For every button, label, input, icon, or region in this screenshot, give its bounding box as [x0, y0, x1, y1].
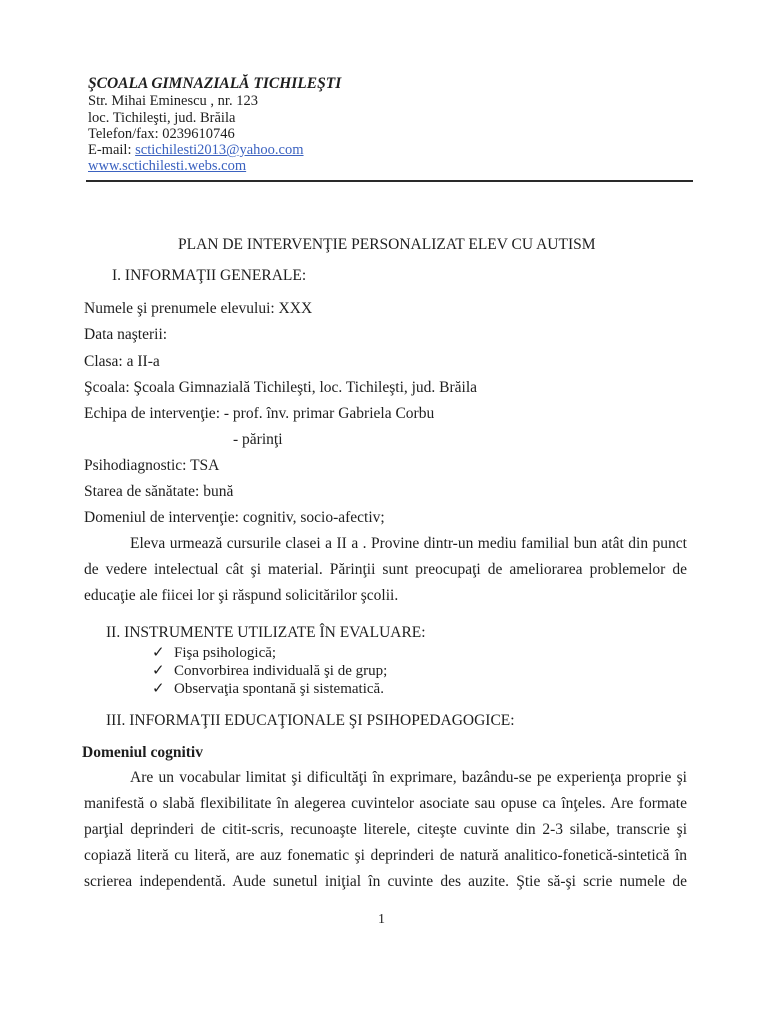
field-intervention-team: Echipa de intervenţie: - prof. înv. primar Gabriela Corbu — [84, 405, 435, 422]
email-label: E-mail: — [88, 142, 136, 159]
field-class: Clasa: a II-a — [84, 353, 160, 370]
instrument-item: ✓ Observaţia spontană şi sistematică. — [152, 681, 384, 697]
field-intervention-team-parents: - părinţi — [233, 431, 283, 448]
cognitive-line-1: Are un vocabular limitat şi dificultăţi în exprimare, bazându-se pe experienţa proprie şi — [130, 769, 687, 786]
field-student-name: Numele şi prenumele elevului: XXX — [84, 300, 313, 317]
field-birth-date: Data naşterii: — [84, 326, 168, 343]
section-1-heading: I. INFORMAŢII GENERALE: — [112, 267, 307, 284]
field-school: Şcoala: Şcoala Gimnazială Tichileşti, loc. Tichileşti, jud. Brăila — [84, 379, 478, 396]
checkmark-icon: ✓ — [152, 663, 165, 679]
website-link[interactable]: www.sctichilesti.webs.com — [88, 158, 247, 175]
section-2-heading: II. INSTRUMENTE UTILIZATE ÎN EVALUARE: — [106, 624, 426, 641]
letterhead — [88, 76, 341, 175]
checkmark-icon: ✓ — [152, 645, 165, 661]
checkmark-icon: ✓ — [152, 681, 165, 697]
school-address: Str. Mihai Eminescu , nr. 123 — [88, 93, 258, 110]
instrument-item: ✓ Fişa psihologică; — [152, 645, 277, 661]
intro-line-2: de vedere intelectual cât şi material. Părinţii sunt preocupaţi de ameliorarea problemelor de — [84, 561, 687, 578]
school-locality: loc. Tichileşti, jud. Brăila — [88, 109, 236, 126]
intro-line-3: educaţie ale fiicei lor şi răspund solicitărilor şcolii. — [84, 587, 399, 604]
cognitive-domain-heading: Domeniul cognitiv — [82, 744, 203, 761]
school-phone: Telefon/fax: 0239610746 — [88, 125, 235, 142]
document-title: PLAN DE INTERVENŢIE PERSONALIZAT ELEV CU AUTISM — [178, 236, 596, 253]
cognitive-line-4: copiază literă cu literă, are auz fonematic şi deprinderi de natură analitico-fonetică-sintetică în — [84, 847, 687, 864]
section-3-heading: III. INFORMAŢII EDUCAŢIONALE ŞI PSIHOPEDAGOGICE: — [106, 712, 515, 729]
field-psychodiagnostic: Psihodiagnostic: TSA — [84, 457, 220, 474]
field-intervention-domain: Domeniul de intervenţie: cognitiv, socio-afectiv; — [84, 509, 385, 526]
intro-line-1: Eleva urmează cursurile clasei a II a . Provine dintr-un mediu familial bun atât din punct — [130, 535, 687, 552]
cognitive-line-2: manifestă o slabă flexibilitate în alegerea cuvintelor asociate sau opuse ca înţeles. Are formate — [84, 795, 687, 812]
cognitive-line-3: parţial deprinderi de citit-scris, recunoaşte literele, citeşte cuvinte din 2-3 silabe, transcrie şi — [84, 821, 687, 838]
cognitive-line-5: scrierea independentă. Aude sunetul iniţial în cuvinte des auzite. Ştie să-şi scrie numele de — [84, 873, 687, 890]
field-health: Starea de sănătate: bună — [84, 483, 234, 500]
email-link[interactable]: sctichilesti2013@yahoo.com — [135, 142, 304, 159]
page-number: 1 — [378, 912, 385, 927]
school-name: ŞCOALA GIMNAZIALĂ TICHILEŞTI — [88, 75, 342, 92]
instrument-item: ✓ Convorbirea individuală şi de grup; — [152, 663, 388, 679]
header-divider — [86, 180, 693, 182]
school-email-row — [88, 142, 341, 158]
